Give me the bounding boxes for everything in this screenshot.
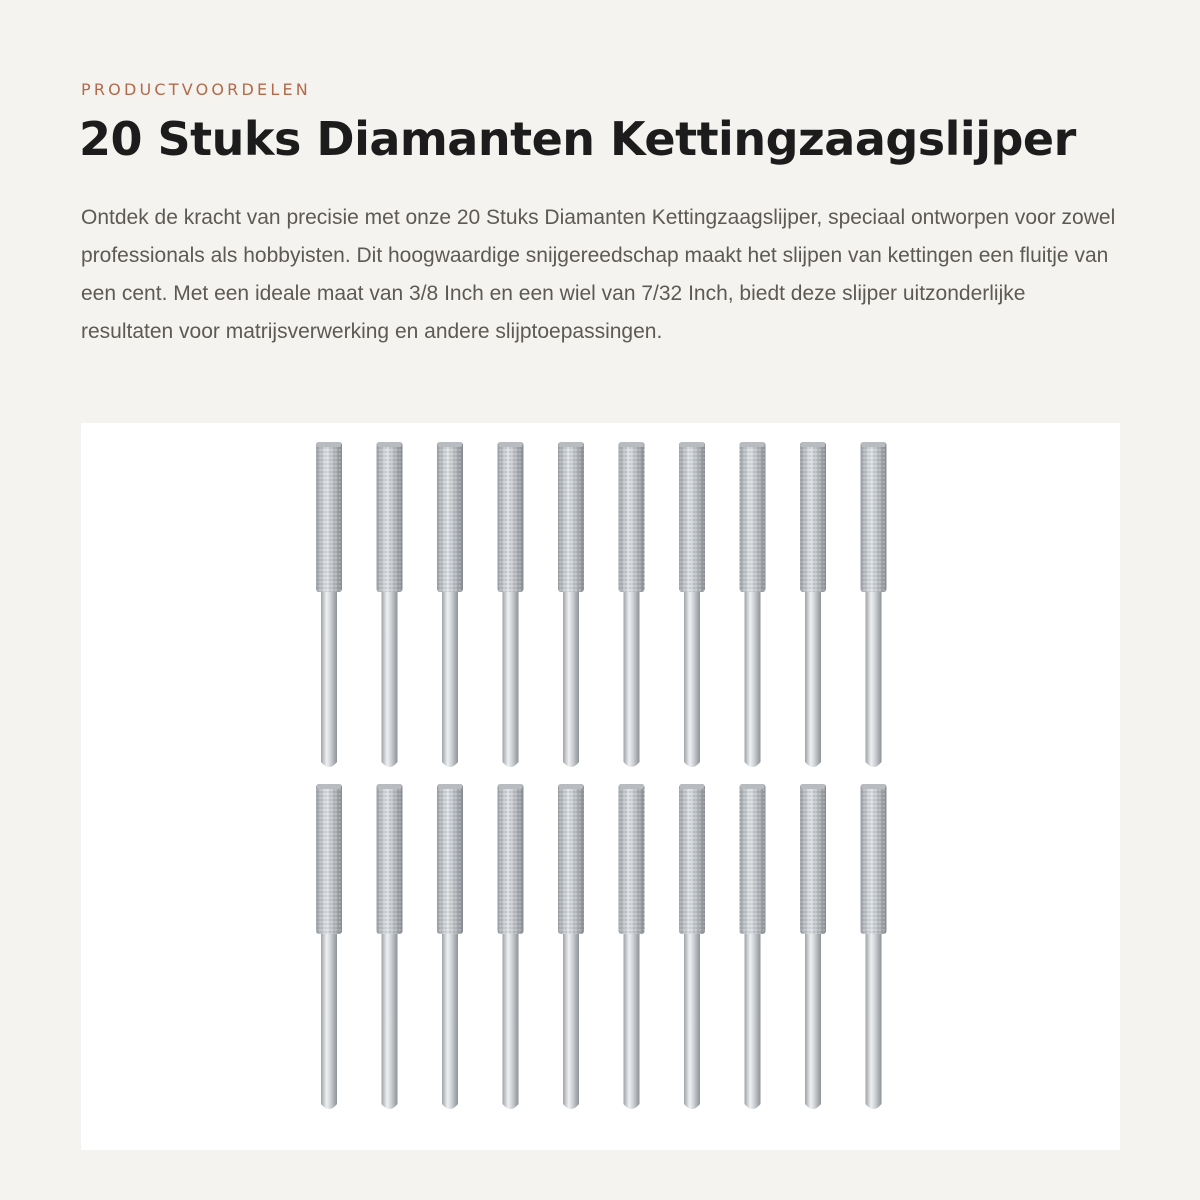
grinding-bit [558, 442, 584, 767]
grinding-bit [800, 784, 826, 1109]
grinding-bit [377, 784, 403, 1109]
grinding-bits-illustration [81, 423, 1120, 1150]
grinding-bit [316, 784, 342, 1109]
section-eyebrow: PRODUCTVOORDELEN [81, 80, 311, 99]
grinding-bit [619, 784, 645, 1109]
grinding-bit [679, 784, 705, 1109]
grinding-bit [558, 784, 584, 1109]
grinding-bit [498, 442, 524, 767]
grinding-bit [861, 784, 887, 1109]
grinding-bit [861, 442, 887, 767]
grinding-bit [679, 442, 705, 767]
grinding-bit [800, 442, 826, 767]
product-description: Ontdek de kracht van precisie met onze 20 Stuks Diamanten Kettingzaagslijper, speciaal ontworpen voor zowel professionals als hobbyisten. Dit hoogwaardige snijgereedschap maakt het slijpen van kettingen een fluitje van een cent. Met een ideale maat van 3/8 Inch en een wiel van 7/32 Inch, biedt deze slijper uitzonderlijke resultaten voor matrijsverwerking en andere slijptoepassingen. [81, 206, 1116, 343]
grinding-bit [619, 442, 645, 767]
grinding-bit [740, 442, 766, 767]
grinding-bit [316, 442, 342, 767]
product-image [81, 423, 1120, 1150]
grinding-bit [740, 784, 766, 1109]
grinding-bit [437, 784, 463, 1109]
product-title: 20 Stuks Diamanten Kettingzaagslijper [79, 112, 1076, 166]
grinding-bit [498, 784, 524, 1109]
grinding-bit [377, 442, 403, 767]
grinding-bit [437, 442, 463, 767]
